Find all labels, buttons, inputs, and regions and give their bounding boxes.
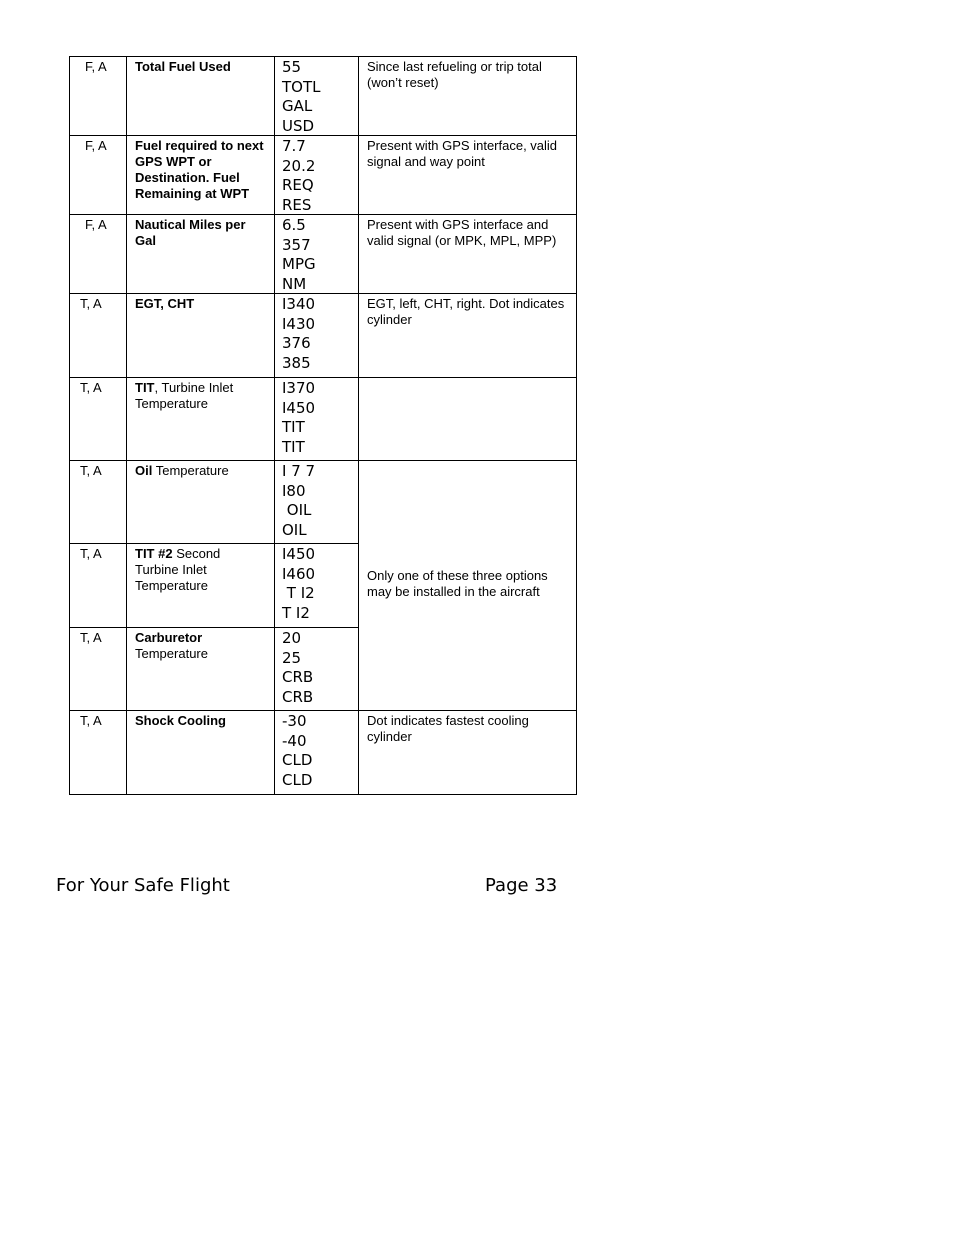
display-line: MPG (282, 255, 316, 273)
merged-note-cell (359, 461, 577, 711)
mode-text: F, A (85, 138, 107, 153)
display-line: -40 (282, 731, 307, 750)
mode-cell (70, 628, 127, 711)
display-line: RES (282, 195, 312, 214)
mode-cell (70, 294, 127, 378)
display-line: 25 (282, 648, 302, 667)
note-cell (359, 136, 577, 215)
display-line: USD (282, 116, 315, 135)
parameter-name-rest: Temperature (135, 646, 208, 661)
parameter-name: Shock Cooling (135, 713, 226, 728)
mode-text: T, A (80, 296, 102, 311)
display-cell (275, 711, 359, 795)
display-line: 376 (282, 334, 311, 352)
display-cell (275, 628, 359, 711)
parameter-name-cell (127, 294, 275, 378)
parameter-name-cell (127, 215, 275, 294)
display-line: TOTL (282, 77, 321, 96)
display-line: I80 (282, 481, 306, 500)
note-text: EGT, left, CHT, right. Dot indicates cylinder (367, 296, 565, 327)
display-line: I430 (282, 314, 316, 333)
note-cell (359, 711, 577, 795)
mode-cell (70, 57, 127, 136)
parameter-name-cell (127, 711, 275, 795)
table-row (70, 136, 577, 215)
parameter-name-rest: Second Turbine Inlet Temperature (135, 546, 221, 593)
display-line: OIL (282, 501, 312, 519)
display-line: GAL (282, 97, 313, 115)
display-line: I340 (282, 295, 316, 313)
table-row (70, 215, 577, 294)
display-line: I370 (282, 379, 316, 397)
mode-text: T, A (80, 380, 102, 395)
parameter-name-cell (127, 136, 275, 215)
mode-cell (70, 136, 127, 215)
parameter-name: Total Fuel Used (135, 59, 231, 74)
page-number: Page 33 (485, 875, 558, 896)
parameter-name: Carburetor (135, 630, 203, 645)
table-row (70, 294, 577, 378)
note-cell (359, 57, 577, 136)
parameter-name: Oil (135, 463, 153, 478)
parameter-name: EGT, CHT (135, 296, 195, 311)
parameter-table (69, 56, 577, 795)
parameter-name-rest: Temperature (152, 463, 229, 478)
display-line: TIT (282, 418, 305, 436)
display-cell (275, 294, 359, 378)
note-text: Present with GPS interface and valid signal (or MPK, MPL, MPP) (367, 217, 557, 248)
table-row (70, 378, 577, 461)
display-line: CRB (282, 668, 314, 686)
merged-note-text: Only one of these three options may be installed in the aircraft (367, 567, 548, 599)
mode-text: T, A (80, 630, 102, 645)
display-line: T I2 (282, 584, 315, 602)
parameter-name: Fuel required to next GPS WPT or Destination. Fuel Remaining at WPT (135, 138, 264, 201)
table-row (70, 461, 577, 544)
note-text (359, 378, 576, 380)
note-text: Dot indicates fastest cooling cylinder (367, 713, 529, 744)
display-line: CRB (282, 687, 314, 706)
display-line: 357 (282, 235, 311, 254)
mode-text: F, A (85, 217, 107, 232)
parameter-name: TIT (135, 380, 155, 395)
display-line: REQ (282, 176, 314, 194)
display-cell (275, 378, 359, 461)
display-line: TIT (282, 437, 305, 456)
note-cell (359, 215, 577, 294)
note-text: Present with GPS interface, valid signal and way point (367, 138, 558, 169)
display-line: 55 (282, 58, 302, 76)
display-line: -30 (282, 712, 307, 730)
table-row (70, 57, 577, 136)
mode-text: T, A (80, 463, 102, 478)
mode-text: T, A (80, 546, 102, 561)
parameter-name-cell (127, 461, 275, 544)
note-text: Since last refueling or trip total (won’t reset) (367, 59, 542, 90)
mode-cell (70, 461, 127, 544)
table-row (70, 711, 577, 795)
display-line: CLD (282, 770, 313, 789)
parameter-name-cell (127, 544, 275, 628)
display-line: 7.7 (282, 137, 306, 155)
mode-cell (70, 544, 127, 628)
mode-text: T, A (80, 713, 102, 728)
mode-cell (70, 711, 127, 795)
display-cell (275, 136, 359, 215)
display-line: NM (282, 274, 307, 293)
parameter-name: TIT #2 (135, 546, 173, 561)
display-line: 385 (282, 353, 311, 372)
footer-title: For Your Safe Flight (56, 875, 230, 896)
display-line: 20.2 (282, 156, 316, 175)
parameter-name-rest: , Turbine Inlet Temperature (135, 380, 234, 411)
mode-cell (70, 215, 127, 294)
display-cell (275, 57, 359, 136)
mode-text: F, A (85, 59, 107, 74)
display-line: T I2 (282, 603, 310, 622)
display-cell (275, 461, 359, 544)
parameter-name: Nautical Miles per Gal (135, 217, 246, 248)
display-line: I460 (282, 564, 316, 583)
display-line: 6.5 (282, 216, 306, 234)
mode-cell (70, 378, 127, 461)
note-cell (359, 378, 577, 461)
note-cell (359, 294, 577, 378)
display-line: I450 (282, 545, 316, 563)
display-line: I 7 7 (282, 462, 316, 480)
display-line: CLD (282, 751, 313, 769)
display-line: I450 (282, 398, 316, 417)
display-cell (275, 215, 359, 294)
display-cell (275, 544, 359, 628)
parameter-name-cell (127, 378, 275, 461)
display-line: OIL (282, 520, 307, 539)
display-line: 20 (282, 629, 302, 647)
parameter-name-cell (127, 57, 275, 136)
parameter-name-cell (127, 628, 275, 711)
